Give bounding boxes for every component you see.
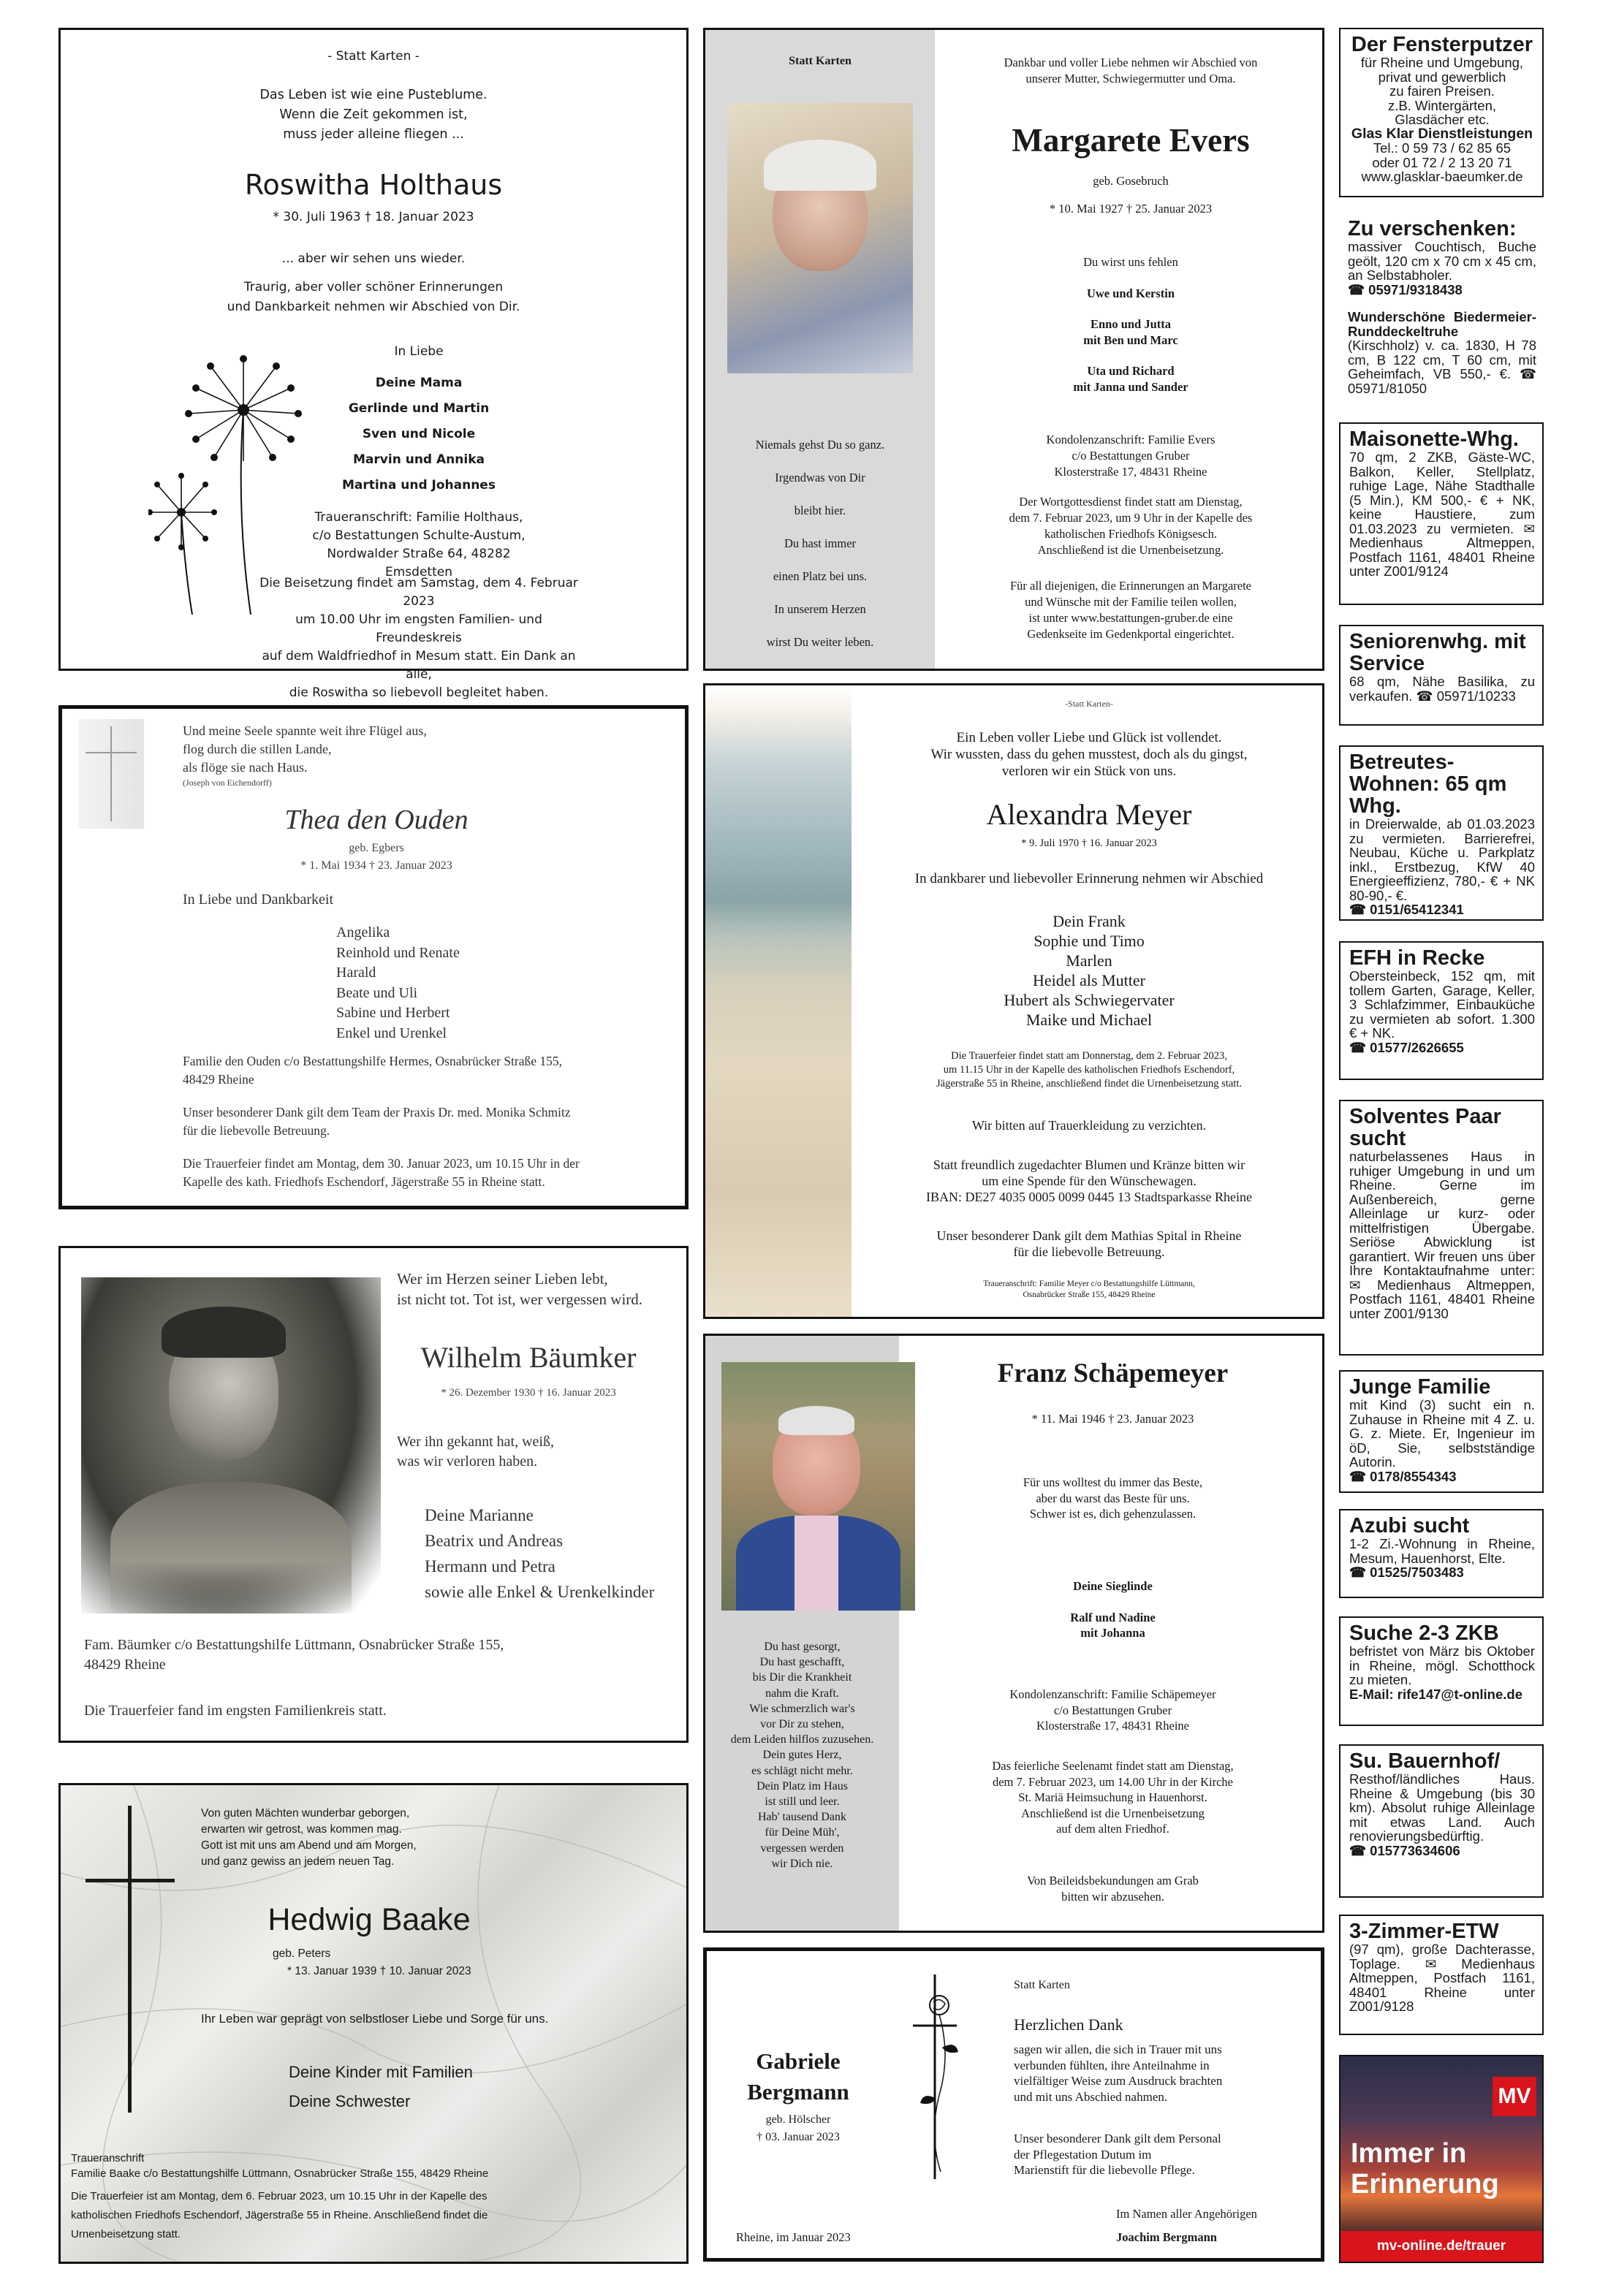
thanks-2: Unser besonderer Dank gilt dem Personal der Pflegestation Dutum im Marienstift für die liebevolle Pflege. [1014,2132,1221,2177]
ad-text: mit Kind (3) sucht ein n. Zuhause in Rheine mit 4 Z. u. G. z. Miete. Er, Ingenieur im öD, Sie, selbstständige Autorin. [1349,1397,1535,1470]
statt-karten: - Statt Karten - [327,49,420,64]
dates: * 10. Mai 1927 † 25. Januar 2023 [1049,202,1213,216]
statt-karten: Statt Karten [1014,1979,1070,1991]
condolence-address: Kondolenzanschrift: Familie Schäpemeyer c/o Bestattungen Gruber Klosterstraße 17, 48431 Rheine [1009,1687,1216,1733]
ad-phone: ☎ 05971/9318438 [1348,281,1463,297]
ad-seniorenwhg [1339,625,1544,726]
family-list: Deine Sieglinde Ralf und Nadine mit Johanna [1070,1579,1156,1640]
thanks-title: Herzlichen Dank [1014,2015,1123,2034]
deceased-name: Gabriele Bergmann [747,2048,849,2105]
poem: Das Leben ist wie eine Pusteblume. Wenn die Zeit gekommen ist, muss jeder alleine fliegen ... [259,88,488,142]
family-list: Dein Frank Sophie und Timo Marlen Heidel als Mutter Hubert als Schwiegervater Maike und Michael [1004,912,1175,1029]
signature-line: Im Namen aller Angehörigen [1116,2207,1257,2221]
ad-phone: ☎ 0178/8554343 [1349,1468,1457,1484]
family-list: Deine Marianne Beatrix und Andreas Hermann und Petra sowie alle Enkel & Urenkelkinder [425,1506,655,1601]
ad-solventes-paar [1339,1100,1544,1356]
notice-evers [703,28,1324,671]
ad-phone: ☎ 01525/7503483 [1349,1565,1464,1580]
ad-maisonette [1339,422,1544,605]
ad-title: Azubi sucht [1349,1514,1470,1537]
poem: Und meine Seele spannte weit ihre Flügel aus, flog durch die stillen Lande, als flöge sie nach Haus. [183,723,427,775]
ad-title: Zu verschenken: [1348,217,1517,240]
ad-text: für Rheine und Umgebung, privat und gewerblich zu fairen Preisen. z.B. Wintergärten, Glasdächer etc. Glas Klar Dienstleistungen Tel.: 0 59 73 / 62 85 65 oder 01 72 / 2 13 20 71 www.glasklar-baeumker.de [1351,55,1533,184]
dates: * 9. Juli 1970 † 16. Januar 2023 [1021,837,1157,849]
ad-suche-zkb [1339,1616,1544,1726]
ad-3-zimmer-etw [1339,1915,1544,2035]
deceased-name: Thea den Ouden [284,805,469,835]
maiden-name: geb. Egbers [349,842,404,854]
statt-karten: Statt Karten [789,55,852,67]
intro: Ein Leben voller Liebe und Glück ist vollendet. Wir wussten, dass du gehen musstest, doch als du gingst, verloren wir ein Stück von uns. [930,730,1248,779]
thanks: Unser besonderer Dank gilt dem Team der Praxis Dr. med. Monika Schmitz für die liebevolle Betreuung. [183,1105,571,1138]
ad-title: Su. Bauernhof/ [1349,1749,1501,1773]
thanks: sagen wir allen, die sich in Trauer mit uns verbunden fühlten, ihre Anteilnahme in vielfältiger Weise zum Ausdruck brachten und mit uns Abschied nahmen. [1014,2042,1223,2104]
family-list: Deine Kinder mit Familien Deine Schwester [289,2063,473,2110]
condolence-address: Kondolenzanschrift: Familie Evers c/o Bestattungen Gruber Klosterstraße 17, 48431 Rheine [1046,433,1216,479]
poem: Von guten Mächten wunderbar geborgen, erwarten wir getrost, was kommen mag. Gott ist mit uns am Abend und am Morgen, und ganz gewiss an jedem neuen Tag. [201,1807,417,1868]
statt-karten: -Statt Karten- [1065,699,1113,709]
promo-title: Immer in Erinnerung [1351,2138,1499,2200]
ad-fensterputzer [1339,28,1544,197]
ad-text: 68 qm, Nähe Basilika, zu verkaufen. ☎ 05971/10233 [1349,674,1535,704]
ad-text: massiver Couchtisch, Buche geölt, 120 cm x 70 cm x 45 cm, an Selbstabholer. [1348,239,1536,283]
portrait-photo [81,1277,381,1613]
cross-icon [86,1806,195,2113]
ad-junge-familie [1339,1370,1544,1493]
farewell-text: ... aber wir sehen uns wieder. Traurig, aber voller schöner Erinnerungen und Dankbarkeit nehmen wir Abschied von Dir. [227,251,520,314]
signature-name: Joachim Bergmann [1116,2230,1217,2244]
family-list: Angelika Reinhold und Renate Harald Beate und Uli Sabine und Herbert Enkel und Urenkel [336,924,460,1041]
ad-title: Der Fensterputzer [1351,33,1533,56]
ad-title-2: Wunderschöne Biedermeier-Runddeckeltruhe [1348,309,1536,339]
ad-text: befristet von März bis Oktober in Rheine, mögl. Schotthock zu mieten. [1349,1643,1535,1687]
dates: * 13. Januar 1939 † 10. Januar 2023 [287,1965,471,1977]
maiden-name: geb. Hölscher [765,2113,831,2126]
notice-bergmann [703,1947,1324,2262]
dates: * 1. Mai 1934 † 23. Januar 2023 [300,859,452,872]
service-info: Der Wortgottesdienst findet statt am Dienstag, dem 7. Februar 2023, um 9 Uhr in der Kapelle des katholischen Friedhofs Königsesch. Anschließend ist die Urnenbeisetzung. [1009,495,1253,557]
dates: * 11. Mai 1946 † 23. Januar 2023 [1031,1412,1194,1426]
intro: Dankbar und voller Liebe nehmen wir Abschied von unserer Mutter, Schwiegermutter und Oma. [1004,56,1258,85]
maiden-name: geb. Peters [273,1947,331,1960]
promo-url[interactable]: mv-online.de/trauer [1340,2231,1542,2262]
notice-holthaus [58,28,689,700]
notice-schaepemeyer [703,1334,1324,1933]
dandelion-illustration [148,351,368,615]
in-liebe: In Liebe und Dankbarkeit [183,892,334,908]
ad-bauernhof [1339,1744,1544,1898]
deceased-name: Franz Schäpemeyer [997,1358,1229,1388]
mourning-address: Traueranschrift: Familie Meyer c/o Bestattungshilfe Lüttmann, Osnabrücker Straße 155, 48429 Rheine [983,1280,1195,1299]
beach-photo [705,685,852,1317]
ad-text: in Dreierwalde, ab 01.03.2023 zu vermieten. Barrierefrei, Neubau, Küche u. Parkplatz inkl., Erstbezug, KfW 40 Energieeffizienz, 780,- € + NK 80-90,- €. [1349,816,1535,903]
family-list: Uwe und Kerstin Enno und Jutta mit Ben und Marc Uta und Richard mit Janna und Sander [1073,286,1188,394]
poem-2: Wer ihn gekannt hat, weiß, was wir verloren haben. [397,1434,554,1470]
service-info: Die Trauerfeier findet am Montag, dem 30. Januar 2023, um 10.15 Uhr in der Kapelle des kath. Friedhofs Eschendorf, Jägerstraße 55 in Rheine statt. [183,1156,580,1189]
poem-2: Für uns wolltest du immer das Beste, aber du warst das Beste für uns. Schwer ist es, dich gehenzulassen. [1023,1475,1203,1521]
online-memorial: Für all diejenigen, die Erinnerungen an Margarete und Wünsche mit der Familie teilen wollen, ist unter www.bestattungen-gruber.de eine Gedenkseite im Gedenkportal eingerichtet. [1009,579,1252,641]
ad-text: Resthof/ländliches Haus. Rheine & Umgebung (bis 30 km). Absolut ruhige Alleinlage mit etwas Land. Auch renovierungsbedürftig. [1349,1771,1535,1844]
ad-title: Seniorenwhg. mit Service [1349,630,1526,675]
ad-text: naturbelassenes Haus in ruhiger Umgebung in und um Rheine. Gerne im Außenbereich, gerne Alleinlage ur kurz- oder mittelfristigen Übergabe. Seriöse Abwicklung ist garantiert. Wir freuen uns über Ihre Kontaktaufnahme unter: ✉ Medienhaus Altmeppen, Postfach 1161, 48401 Rheine unter Z001/9130 [1349,1149,1535,1321]
ad-azubi-sucht [1339,1509,1544,1598]
service-info: Die Trauerfeier ist am Montag, dem 6. Februar 2023, um 10.15 Uhr in der Kapelle des katholischen Friedhofs Eschendorf, Jägerstraße 55 in Rheine. Anschließend findet die Urnenbeisetzung statt. [71,2190,488,2240]
dates: * 26. Dezember 1930 † 16. Januar 2023 [441,1387,616,1399]
missed-line: Du wirst uns fehlen [1083,255,1178,269]
thanks: Unser besonderer Dank gilt dem Mathias Spital in Rheine für die liebevolle Betreuung. [936,1228,1242,1259]
ad-betreutes-wohnen [1339,745,1544,921]
notice-den-ouden [58,705,689,1209]
service-info: Die Trauerfeier fand im engsten Familienkreis statt. [84,1703,387,1719]
deceased-name: Roswitha Holthaus [244,169,503,201]
deceased-name: Margarete Evers [1012,122,1250,159]
in-liebe: In Liebe [394,344,444,359]
ad-text: 1-2 Zi.-Wohnung in Rheine, Mesum, Hauenhorst, Elte. [1349,1536,1535,1566]
deceased-name: Wilhelm Bäumker [420,1341,637,1374]
ad-phone: ☎ 01577/2626655 [1349,1039,1464,1055]
ad-email: E-Mail: rife147@t-online.de [1349,1686,1522,1702]
ad-title: Maisonette-Whg. [1349,427,1519,451]
ad-text-2: (Kirschholz) v. ca. 1830, H 78 cm, B 122 cm, T 60 cm, mit Geheimfach, VB 550,- €. ☎ 05971/81050 [1348,338,1536,396]
poem-author: (Joseph von Eichendorff) [183,778,272,788]
mourning-address: Traueranschrift Familie Baake c/o Bestattungshilfe Lüttmann, Osnabrücker Straße 155, 48429 Rheine [71,2152,489,2180]
ad-title: Suche 2-3 ZKB [1349,1622,1499,1645]
request: Von Beileidsbekundungen am Grab bitten wir abzusehen. [1027,1874,1199,1904]
place-date: Rheine, im Januar 2023 [736,2230,851,2244]
notice-baake [58,1783,689,2264]
portrait-photo [721,1362,915,1611]
notice-baeumker [58,1246,689,1743]
portrait-photo [727,103,913,373]
ad-title: Junge Familie [1349,1375,1491,1399]
maiden-name: geb. Gosebruch [1093,174,1169,188]
ad-title: EFH in Recke [1349,946,1485,970]
mv-logo: MV [1493,2077,1536,2116]
life-description: Ihr Leben war geprägt von selbstloser Liebe und Sorge für uns. [201,2012,549,2026]
ad-text: (97 qm), große Dachterasse, Toplage. ✉ Medienhaus Altmeppen, Postfach 1161, 48401 Rheine unter Z001/9128 [1349,1942,1535,2014]
poem: Niemals gehst Du so ganz. Irgendwas von Dir bleibt hier. Du hast immer einen Platz bei uns. In unserem Herzen wirst Du weiter leben. [755,438,885,649]
family-list: Deine Mama Gerlinde und Martin Sven und Nicole Marvin und Annika Martina und Johannes [342,376,496,493]
ad-phone: ☎ 015773634606 [1349,1842,1460,1858]
ad-zu-verschenken [1339,213,1544,405]
cross-icon [78,719,144,829]
mourning-address: Familie den Ouden c/o Bestattungshilfe Hermes, Osnabrücker Straße 155, 48429 Rheine [183,1054,563,1087]
mourning-address: Fam. Bäumker c/o Bestattungshilfe Lüttmann, Osnabrücker Straße 155, 48429 Rheine [84,1637,504,1673]
poem: Wer im Herzen seiner Lieben lebt, ist nicht tot. Tot ist, wer vergessen wird. [397,1270,643,1308]
ad-efh-recke [1339,941,1544,1080]
promo-banner[interactable] [1339,2055,1544,2263]
deceased-name: Alexandra Meyer [986,798,1192,831]
dates: * 30. Juli 1963 † 18. Januar 2023 [273,210,474,224]
ad-title: 3-Zimmer-ETW [1349,1920,1499,1943]
cross-rose-illustration [898,1967,971,2186]
deceased-name: Hedwig Baake [268,1902,471,1937]
burial-info: Die Beisetzung findet am Samstag, dem 4. Februar 2023 um 10.00 Uhr im engsten Familien- und Freundeskreis auf dem Waldfriedhof in Mesum statt. Ein Dank an alle, die Roswitha so liebevoll begleitet haben. [259,576,578,700]
donation: Statt freundlich zugedachter Blumen und Kränze bitten wir um eine Spende für den Wünschewagen. IBAN: DE27 4035 0005 0099 0445 13 Stadtsparkasse Rheine [926,1157,1252,1204]
dress-code: Wir bitten auf Trauerkleidung zu verzichten. [971,1118,1207,1133]
ad-title: Betreutes-Wohnen: 65 qm Whg. [1349,750,1507,818]
service-info: Die Trauerfeier findet statt am Donnerstag, dem 2. Februar 2023, um 11.15 Uhr in der Kapelle des katholischen Friedhofs Eschendorf, Jägerstraße 55 in Rheine, anschließend findet die Urnenbeisetzung statt. [936,1050,1242,1090]
notice-meyer [703,683,1324,1319]
mourning-address: Traueranschrift: Familie Holthaus, c/o Bestattungen Schulte-Austum, Nordwalder Straße 64, 48282 Emsdetten [312,510,526,579]
ad-text: 70 qm, 2 ZKB, Gäste-WC, Balkon, Keller, Stellplatz, ruhige Lage, Nähe Stadthalle (5 Min.), KM 500,- € + NK, keine Haustiere, zum 01.03.2023 zu vermieten. ✉ Medienhaus Altmeppen, Postfach 1161, 48401 Rheine unter Z001/9124 [1349,449,1535,579]
ad-title: Solventes Paar sucht [1349,1105,1501,1150]
service-info: Das feierliche Seelenamt findet statt am Dienstag, dem 7. Februar 2023, um 14.00 Uhr in der Kirche St. Mariä Heimsuchung in Hauenhorst. Anschließend ist die Urnenbeisetzung auf dem alten Friedhof. [992,1759,1234,1836]
ad-text: Obersteinbeck, 152 qm, mit tollem Garten, Garage, Keller, 3 Schlafzimmer, Einbauküche zu vermieten ab sofort. 1.300 € + NK. [1349,968,1535,1041]
poem: Du hast gesorgt, Du hast geschafft, bis Dir die Krankheit nahm die Kraft. Wie schmerzlich war's vor Dir zu stehen, dem Leiden hilflos zuzusehen. Dein gutes Herz, es schlägt nicht mehr. Dein Platz im Haus ist still und leer. Hab' tausend Dank für Deine Müh', vergessen werden wir Dich nie. [730,1641,874,1870]
ad-phone: ☎ 0151/65412341 [1349,902,1464,917]
dates: † 03. Januar 2023 [756,2131,840,2143]
farewell-line: In dankbarer und liebevoller Erinnerung nehmen wir Abschied [914,871,1264,886]
